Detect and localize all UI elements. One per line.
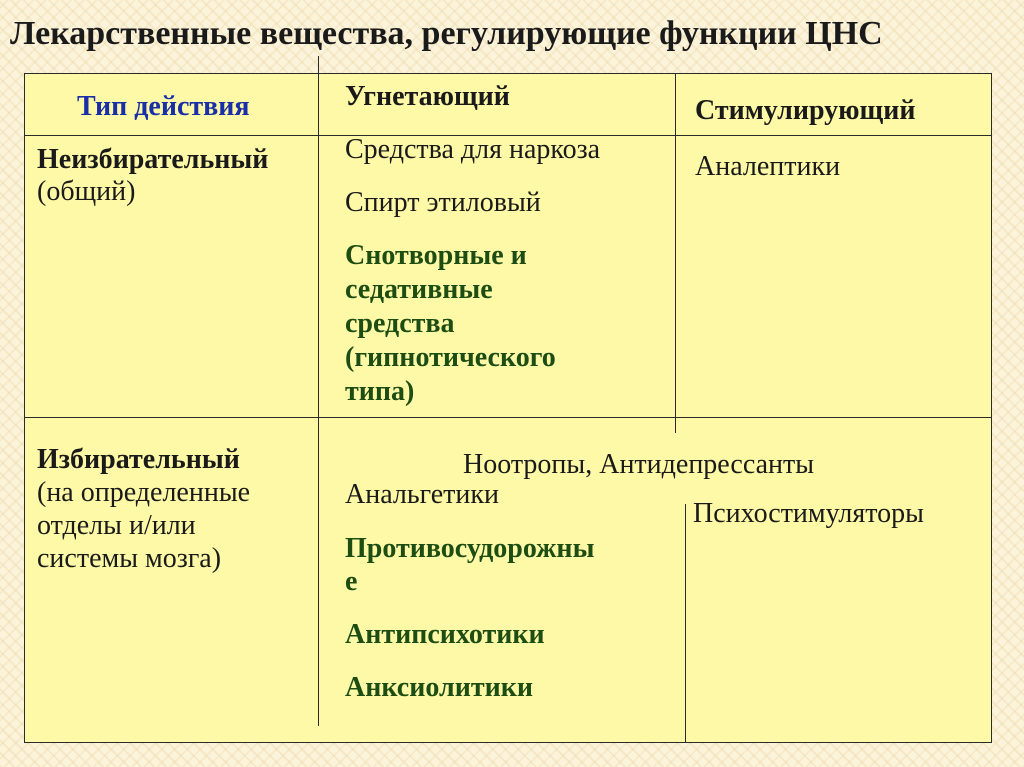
column-divider-1 [318, 56, 319, 726]
row1-depressant-highlight-line: седативные [345, 274, 493, 305]
row2-stimulant-item: Психостимуляторы [693, 498, 924, 529]
slide-title: Лекарственные вещества, регулирующие функции ЦНС [10, 15, 883, 52]
row2-depressant-highlight-line: Антипсихотики [345, 619, 545, 650]
header-type-of-action: Тип действия [77, 91, 250, 122]
header-depressant: Угнетающий [345, 81, 510, 112]
row1-stimulant-item: Аналептики [695, 151, 841, 182]
row2-depressant-highlight-line: е [345, 566, 358, 597]
row1-depressant-highlight-line: типа) [345, 376, 415, 407]
drug-classification-table [24, 73, 992, 743]
row2-depressant-highlight-line: Противосудорожны [345, 533, 595, 564]
column-divider-2-bottom [685, 504, 686, 742]
row2-depressant-item: Анальгетики [345, 479, 499, 510]
row2-type-note-line: отделы и/или [37, 510, 196, 541]
row1-depressant-highlight-line: средства [345, 308, 455, 339]
row1-depressant-highlight-line: Снотворные и [345, 240, 527, 271]
row2-type-note-line: системы мозга) [37, 543, 222, 574]
column-divider-2-top [675, 74, 676, 433]
header-stimulant: Стимулирующий [695, 95, 916, 126]
row2-depressant-highlight-line: Анксиолитики [345, 672, 533, 703]
row1-depressant-item: Средства для наркоза [345, 134, 601, 165]
row1-depressant-highlight-line: (гипнотического [345, 342, 556, 373]
row2-shared-classes: Ноотропы, Антидепрессанты [463, 449, 815, 480]
row1-depressant-item: Спирт этиловый [345, 187, 541, 218]
row-divider [25, 417, 991, 418]
row2-type-label: Избирательный [37, 444, 240, 475]
row1-type-note: (общий) [37, 176, 136, 207]
row1-type-label: Неизбирательный [37, 144, 269, 175]
row2-type-note-line: (на определенные [37, 477, 251, 508]
